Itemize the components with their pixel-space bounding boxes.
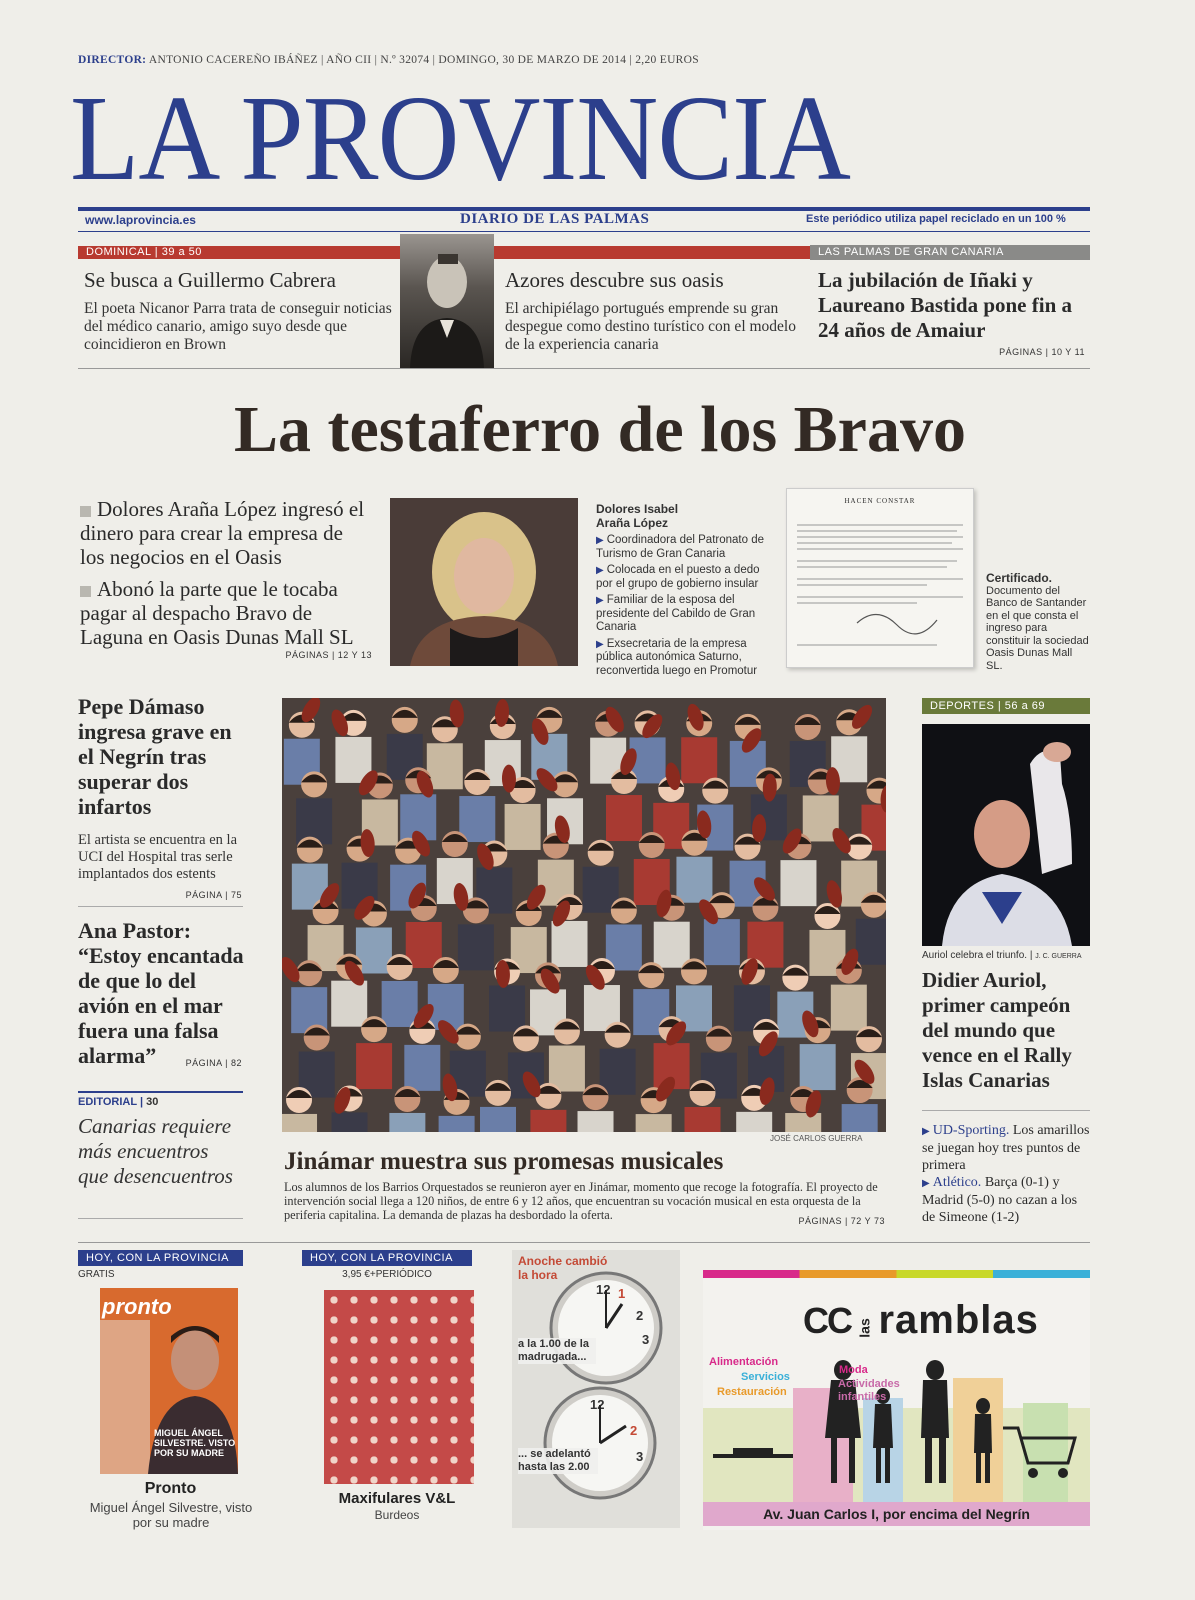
profile-item [596, 594, 771, 635]
rally-driver-image [922, 724, 1090, 946]
document-text-lines [787, 505, 973, 655]
svg-text:2: 2 [636, 1308, 644, 1323]
svg-text:12: 12 [590, 1397, 605, 1412]
lead-pages: PÁGINAS | 12 Y 13 [285, 650, 372, 660]
svg-text:3: 3 [642, 1332, 650, 1347]
lead-bullet-2 [80, 577, 370, 649]
teaser-middle-title[interactable]: Azores descubre sus oasis [505, 268, 724, 292]
portrait-photo [400, 234, 494, 368]
main-story-pages: PÁGINAS | 72 Y 73 [798, 1216, 885, 1226]
pronto-cover-text: MIGUEL ÁNGEL SILVESTRE. VISTO POR SU MADRE [154, 1428, 236, 1458]
pronto-cover-logo: pronto [102, 1294, 172, 1319]
recycled-note: Este periódico utiliza papel reciclado en un 100 % [806, 213, 1066, 225]
ad-logo [803, 1298, 1039, 1343]
main-photo-credit: JOSÉ CARLOS GUERRA [770, 1134, 863, 1143]
ad-cat-moda: Moda [839, 1364, 868, 1376]
pronto-cover[interactable] [100, 1288, 238, 1474]
director-label: DIRECTOR: [78, 54, 147, 66]
brief-1-text: Los amarillos se juegan hoy tres puntos de primera [922, 1123, 1090, 1173]
profile-item [596, 564, 771, 591]
bottom-divider [78, 1242, 1090, 1243]
bullet-square-icon [80, 506, 91, 517]
brief-1-label: UD-Sporting. [932, 1123, 1010, 1138]
scarf-promo-tag: HOY, CON LA PROVINCIA [302, 1250, 472, 1266]
editorial-label: EDITORIAL [78, 1096, 137, 1108]
scarf-price: 3,95 €+PERIÓDICO [342, 1269, 432, 1280]
ad-top-stripe [703, 1270, 1090, 1278]
bullet-square-icon [80, 586, 91, 597]
story-damaso-title[interactable]: Pepe Dámaso ingresa grave en el Negrín tras superar dos infartos [78, 694, 232, 819]
auriol-photo [922, 724, 1090, 946]
teaser-right-title[interactable]: La jubilación de Iñaki y Laureano Bastida pone fin a 24 años de Amaiur [818, 268, 1072, 342]
triangle-icon: ▶ [596, 535, 604, 546]
las-palmas-label: LAS PALMAS DE GRAN CANARIA [818, 246, 1004, 258]
ad-cat-alimentacion: Alimentación [709, 1356, 779, 1368]
profile-item-text: Colocada en el puesto a dedo por el grupo de gobierno insular [596, 564, 760, 590]
svg-text:1: 1 [618, 1286, 626, 1301]
sports-headline[interactable]: Didier Auriol, primer campeón del mundo que vence en el Rally Islas Canarias [922, 968, 1072, 1092]
profile-item-text: Familiar de la esposa del presidente del Cabildo de Gran Canaria [596, 594, 756, 633]
dominical-label: DOMINICAL [86, 246, 152, 258]
profile-box [596, 503, 771, 678]
svg-text:3: 3 [636, 1449, 644, 1464]
triangle-icon: ▶ [596, 565, 604, 576]
profile-name-2: Araña López [596, 515, 669, 530]
teaser-middle-text: El archipiélago portugués emprende su gran despegue como destino turístico con el modelo de la experiencia canaria [505, 300, 796, 353]
ad-cat-actividades: Actividades infantiles [838, 1378, 900, 1403]
certificate-title: Certificado. [986, 571, 1053, 585]
dominical-pages: 39 a 50 [161, 246, 202, 258]
clock-icon [518, 1268, 680, 1524]
pronto-title[interactable]: Pronto [144, 1480, 197, 1497]
las-palmas-tag [810, 245, 1090, 260]
teaser-right-pages: PÁGINAS | 10 Y 11 [999, 347, 1085, 357]
brief-2-label: Atlético. [932, 1175, 982, 1190]
teaser-divider [78, 368, 1090, 369]
scarf-subtitle: Burdeos [374, 1508, 420, 1522]
lead-bullet-1 [80, 497, 370, 569]
story-damaso-page: PÁGINA | 75 [185, 890, 242, 900]
woman-portrait-photo [390, 498, 578, 666]
ad-logo-name: ramblas [878, 1298, 1039, 1342]
clock-text-2: ... se adelantó hasta las 2.00 [518, 1448, 598, 1474]
director-name: ANTONIO CACEREÑO IBÁÑEZ [148, 54, 318, 66]
scarf-title[interactable]: Maxifulares V&L [338, 1490, 456, 1507]
newspaper-subtitle: DIARIO DE LAS PALMAS [460, 211, 650, 227]
profile-item [596, 534, 771, 561]
masthead-info-line: DIRECTOR: ANTONIO CACEREÑO IBÁÑEZ | AÑO CII | N.º 32074 | DOMINGO, 30 DE MARZO DE 2014 | 2,20 EUROS [78, 54, 699, 66]
sports-brief-1 [922, 1122, 1090, 1174]
svg-text:2: 2 [630, 1423, 638, 1438]
masthead-underline [78, 231, 1090, 232]
triangle-icon: ▶ [596, 595, 604, 606]
clock-text-1: a la 1.00 de la madrugada... [518, 1338, 596, 1364]
editorial-bottom-rule [78, 1218, 243, 1219]
sports-divider [922, 1110, 1090, 1111]
scarf-image[interactable] [324, 1290, 474, 1484]
newspaper-title: LA PROVINCIA [70, 71, 850, 206]
lead-bullet-2-text: Abonó la parte que le tocaba pagar al despacho Bravo de Laguna en Oasis Dunas Mall SL [80, 577, 354, 649]
price: 2,20 EUROS [635, 54, 699, 66]
profile-item-text: Exsecretaria de la empresa pública autonómica Saturno, reconvertida luego en Promotur [596, 637, 758, 677]
certificate-document-image [786, 488, 974, 668]
ad-logo-cc: CC [803, 1300, 851, 1341]
clock-title: Anoche cambió la hora [518, 1254, 608, 1282]
pronto-promo-tag: HOY, CON LA PROVINCIA [78, 1250, 243, 1266]
main-story-text: Los alumnos de los Barrios Orquestados se reunieron ayer en Jinámar, momento que recoge la fotografía. El proyecto de intervención social llega a 120 niños, de entre 6 y 12 años, que encuentran su vocación musical en esta orquesta de la periferia capitalina. La demanda de plazas ha desbordado la oferta. [284, 1180, 878, 1222]
triangle-icon: ▶ [922, 1126, 930, 1137]
woman-portrait-image [390, 498, 578, 666]
sports-label: DEPORTES [930, 700, 995, 712]
sports-caption: Auriol celebra el triunfo. | J. C. GUERRA [922, 950, 1082, 961]
ad-logo-las: las [856, 1318, 873, 1338]
certificate-caption [986, 572, 1091, 672]
ad-cat-restauracion: Restauración [717, 1386, 787, 1398]
lead-bullet-1-text: Dolores Araña López ingresó el dinero para crear la empresa de los negocios en el Oasis [80, 497, 365, 569]
orchestra-photo [282, 698, 886, 1132]
triangle-icon: ▶ [922, 1178, 930, 1189]
sports-brief-2 [922, 1174, 1090, 1226]
lead-headline[interactable]: La testaferro de los Bravo [234, 393, 966, 466]
pronto-subtitle: Miguel Ángel Silvestre, visto por su madre [89, 1500, 253, 1530]
website-link[interactable]: www.laprovincia.es [85, 213, 196, 227]
svg-text:12: 12 [596, 1282, 611, 1297]
story-pastor-title[interactable]: Ana Pastor: “Estoy encantada de que lo del avión en el mar fuera una falsa alarma” [78, 918, 244, 1068]
children-violins-image [282, 698, 886, 1132]
pronto-price: GRATIS [78, 1269, 115, 1280]
ccramblas-ad[interactable] [703, 1278, 1090, 1530]
issue-date: DOMINGO, 30 DE MARZO DE 2014 [438, 54, 627, 66]
sports-photo-credit: J. C. GUERRA [1035, 953, 1082, 960]
portrait-man-image [400, 234, 494, 368]
sports-tag: DEPORTES | 56 a 69 [922, 698, 1090, 714]
triangle-icon: ▶ [596, 638, 604, 650]
editorial-rule [78, 1091, 243, 1093]
column-divider [78, 906, 243, 907]
document-heading: HACEN CONSTAR [844, 497, 916, 505]
editorial-page: 30 [146, 1096, 159, 1108]
brief-2-text: Barça (0-1) y Madrid (5-0) no cazan a los de Simeone (1-2) [922, 1175, 1078, 1225]
year: AÑO CII [326, 54, 372, 66]
teaser-left-text: El poeta Nicanor Parra trata de conseguir noticias del médico canario, amigo suyo desde que coincidieron en Brown [84, 300, 392, 353]
profile-item [596, 638, 771, 679]
ad-cat-servicios: Servicios [741, 1371, 790, 1383]
issue-number: N.º 32074 [380, 54, 430, 66]
dominical-tag: DOMINICAL | 39 a 50 [86, 246, 202, 258]
sports-pages: 56 a 69 [1004, 700, 1045, 712]
story-pastor-page: PÁGINA | 82 [185, 1058, 242, 1068]
ad-address: Av. Juan Carlos I, por encima del Negrín [703, 1502, 1090, 1526]
certificate-text: Documento del Banco de Santander en el que consta el ingreso para constituir la sociedad Oasis Dunas Mall SL. [986, 584, 1089, 672]
story-damaso-text: El artista se encuentra en la UCI del Hospital tras serle implantados dos estents [78, 832, 238, 882]
editorial-tag: EDITORIAL | 30 [78, 1096, 159, 1108]
editorial-text[interactable]: Canarias requiere más encuentros que desencuentros [78, 1114, 233, 1188]
sports-caption-text: Auriol celebra el triunfo. [922, 950, 1028, 961]
main-story-headline[interactable]: Jinámar muestra sus promesas musicales [284, 1148, 724, 1175]
profile-item-text: Coordinadora del Patronato de Turismo de Gran Canaria [596, 534, 764, 560]
profile-name-1: Dolores Isabel [596, 502, 679, 516]
teaser-left-title[interactable]: Se busca a Guillermo Cabrera [84, 268, 336, 292]
